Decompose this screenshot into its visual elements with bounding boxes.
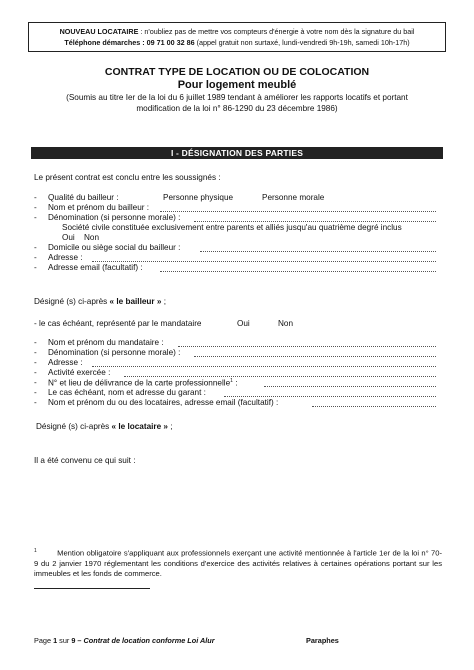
notice-text: : n'oubliez pas de mettre vos compteurs d'énergie à votre nom dès la signature du bail <box>138 27 415 36</box>
designe-bailleur-prefix: Désigné (s) ci-après <box>34 297 110 306</box>
page-number: 1 <box>53 636 58 645</box>
designe-bailleur-suffix: ; <box>161 297 166 306</box>
page-mid: sur <box>57 636 72 645</box>
page-total: 9 <box>71 636 76 645</box>
designe-bailleur <box>34 297 166 307</box>
section-heading: I - DÉSIGNATION DES PARTIES <box>31 147 443 159</box>
sci-text: Société civile constituée exclusivement entre parents et alliés jusqu'au quatrième degré inclus <box>62 223 402 232</box>
domicile-field[interactable] <box>200 251 436 252</box>
nom-bailleur-label: Nom et prénom du bailleur : <box>48 203 150 212</box>
bullet-dash: - <box>34 243 37 252</box>
qualite-label: Qualité du bailleur : <box>48 193 119 202</box>
carte-label <box>48 378 237 388</box>
designe-locataire-prefix: Désigné (s) ci-après <box>36 422 112 431</box>
denomination-mandataire-label: Dénomination (si personne morale) : <box>48 348 181 357</box>
document-title: CONTRAT TYPE DE LOCATION OU DE COLOCATION <box>104 66 370 78</box>
bullet-dash: - <box>34 348 37 357</box>
adresse-mandataire-label: Adresse : <box>48 358 83 367</box>
designe-locataire-suffix: ; <box>167 422 173 431</box>
bullet-dash: - <box>34 338 37 347</box>
bullet-dash: - <box>34 263 37 272</box>
footnote <box>34 546 442 579</box>
domicile-label: Domicile ou siège social du bailleur : <box>48 243 181 252</box>
footnote-marker: 1 <box>34 548 37 554</box>
option-sci-oui[interactable]: Oui <box>62 233 75 242</box>
footnote-separator <box>34 588 150 589</box>
bullet-dash: - <box>34 203 37 212</box>
page-footer <box>34 636 215 645</box>
bullet-dash: - <box>34 193 37 202</box>
le-locataire-term: « le locataire » <box>111 422 168 431</box>
option-mandataire-non[interactable]: Non <box>278 319 294 328</box>
bullet-dash: - <box>34 378 37 387</box>
title-block <box>30 66 444 114</box>
activite-label: Activité exercée : <box>48 368 111 377</box>
convenu-text: Il a été convenu ce qui suit : <box>34 456 136 465</box>
document-subtitle: Pour logement meublé <box>177 79 297 91</box>
footnote-text: Mention obligatoire s'appliquant aux professionnels exerçant une activité mentionnée à l'article 1er de la loi n° 70-9 du 2 janvier 1970 réglementant les conditions d'exercice des activités relatives à certaines opérations portant sur les immeubles et les fonds de commerce. <box>34 548 442 578</box>
le-bailleur-term: « le bailleur » <box>109 297 162 306</box>
paraphes-label: Paraphes <box>306 636 339 645</box>
phone-label: Téléphone démarches : 09 71 00 32 86 <box>64 38 195 47</box>
intro-text: Le présent contrat est conclu entre les soussignés : <box>34 173 221 182</box>
bullet-dash: - <box>34 398 37 407</box>
email-field[interactable] <box>160 271 436 272</box>
notice-label: NOUVEAU LOCATAIRE <box>59 27 139 36</box>
bullet-dash: - <box>34 213 37 222</box>
carte-field[interactable] <box>264 386 436 387</box>
option-sci-non[interactable]: Non <box>84 233 100 242</box>
notice-line-2 <box>29 37 445 48</box>
option-personne-physique[interactable]: Personne physique <box>163 193 234 202</box>
activite-field[interactable] <box>124 376 436 377</box>
bullet-dash: - <box>34 388 37 397</box>
footer-doc-title: – Contrat de location conforme Loi Alur <box>75 636 215 645</box>
page-prefix: Page <box>34 636 54 645</box>
garant-label: Le cas échéant, nom et adresse du garant : <box>48 388 206 397</box>
legal-reference-1: (Soumis au titre Ier de la loi du 6 juillet 1989 tendant à améliorer les rapports locatifs et portant <box>66 93 408 102</box>
footnote-ref: 1 <box>230 378 233 384</box>
carte-label-text: N° et lieu de délivrance de la carte professionnelle <box>48 378 231 388</box>
option-personne-morale[interactable]: Personne morale <box>262 193 325 202</box>
bullet-dash: - <box>34 368 37 377</box>
denomination-label: Dénomination (si personne morale) : <box>48 213 181 222</box>
carte-label-colon: : <box>232 378 238 388</box>
designe-locataire <box>36 422 173 432</box>
nom-mandataire-field[interactable] <box>178 346 436 347</box>
adresse-field[interactable] <box>92 261 436 262</box>
nom-mandataire-label: Nom et prénom du mandataire : <box>48 338 164 347</box>
locataires-label: Nom et prénom du ou des locataires, adresse email (facultatif) : <box>48 398 279 407</box>
notice-line-1 <box>29 26 445 37</box>
garant-field[interactable] <box>224 396 436 397</box>
bullet-dash: - <box>34 253 37 262</box>
denomination-mandataire-field[interactable] <box>194 356 436 357</box>
locataires-field[interactable] <box>312 406 436 407</box>
nom-bailleur-field[interactable] <box>160 211 436 212</box>
phone-hours: (appel gratuit non surtaxé, lundi-vendredi 9h-19h, samedi 10h-17h) <box>194 38 410 47</box>
legal-reference-2: modification de la loi n° 86-1290 du 23 décembre 1986) <box>136 104 338 113</box>
notice-box <box>28 22 446 52</box>
email-label: Adresse email (facultatif) : <box>48 263 143 272</box>
bullet-dash: - <box>34 358 37 367</box>
adresse-mandataire-field[interactable] <box>92 366 436 367</box>
mandataire-line: - le cas échéant, représenté par le mandataire <box>34 319 202 328</box>
option-mandataire-oui[interactable]: Oui <box>237 319 250 328</box>
adresse-label: Adresse : <box>48 253 83 262</box>
denomination-field[interactable] <box>194 221 436 222</box>
